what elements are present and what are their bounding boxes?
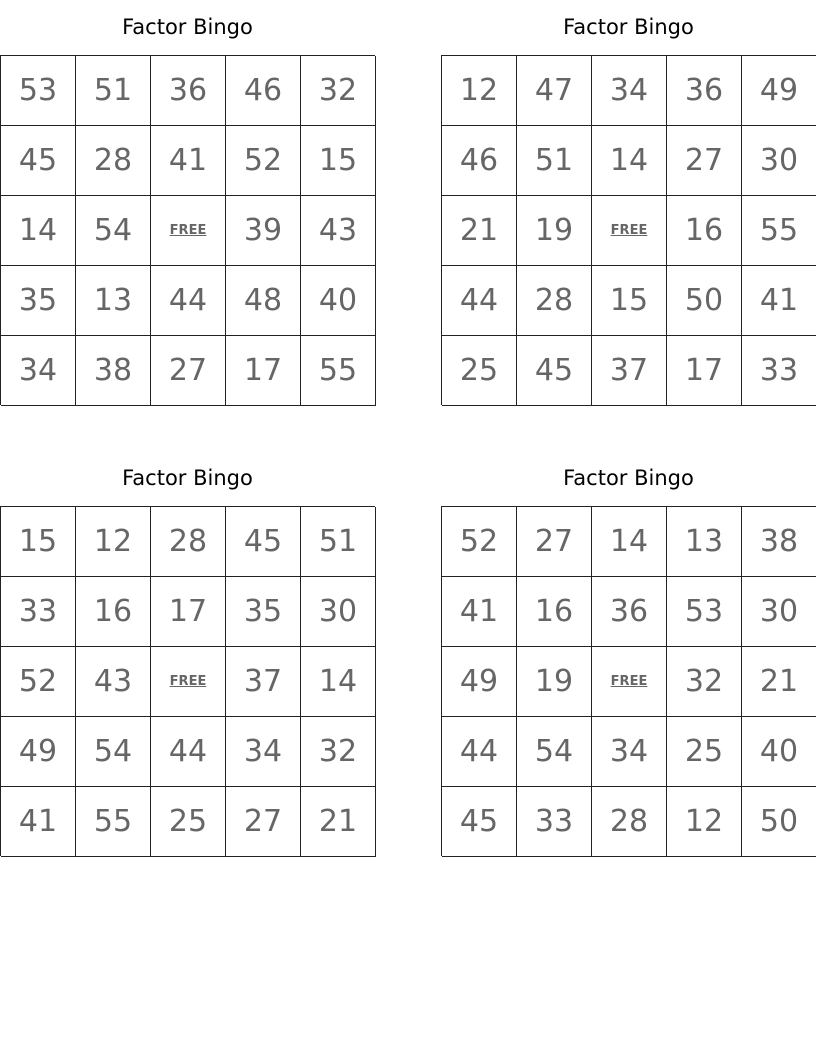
bingo-cell: 25 [667, 717, 742, 787]
bingo-cell: 33 [742, 336, 816, 406]
bingo-cell: 15 [301, 126, 376, 196]
bingo-cell: 41 [151, 126, 226, 196]
bingo-cell: 28 [151, 507, 226, 577]
bingo-cell: 28 [592, 787, 667, 857]
bingo-cell: 32 [301, 717, 376, 787]
bingo-cell: 47 [517, 56, 592, 126]
bingo-grid [441, 55, 816, 405]
bingo-cell: 50 [742, 787, 816, 857]
bingo-cell: 45 [517, 336, 592, 406]
bingo-card-2 [441, 0, 816, 405]
bingo-cell: 21 [742, 647, 816, 717]
bingo-cell: 38 [742, 507, 816, 577]
bingo-cell: 48 [226, 266, 301, 336]
bingo-grid [441, 506, 816, 856]
bingo-cell: 54 [517, 717, 592, 787]
bingo-cell: 34 [592, 717, 667, 787]
bingo-cell: 12 [76, 507, 151, 577]
bingo-cell: 51 [301, 507, 376, 577]
bingo-cell: 33 [1, 577, 76, 647]
bingo-cell: 46 [226, 56, 301, 126]
bingo-cell: 51 [517, 126, 592, 196]
bingo-card-1 [0, 0, 375, 405]
bingo-cell: 41 [442, 577, 517, 647]
bingo-cell: 34 [592, 56, 667, 126]
bingo-grid [0, 506, 375, 856]
bingo-cell: 35 [226, 577, 301, 647]
bingo-cell: 21 [442, 196, 517, 266]
bingo-cell: 16 [76, 577, 151, 647]
bingo-cell: 51 [76, 56, 151, 126]
bingo-cell: 16 [517, 577, 592, 647]
bingo-cell: 34 [1, 336, 76, 406]
bingo-cell: 14 [592, 507, 667, 577]
bingo-cell: 40 [301, 266, 376, 336]
bingo-cell: 49 [1, 717, 76, 787]
bingo-cell: 44 [151, 717, 226, 787]
bingo-cell: 12 [667, 787, 742, 857]
bingo-cell: 53 [667, 577, 742, 647]
card-title: Factor Bingo [563, 15, 694, 39]
bingo-cell: 17 [226, 336, 301, 406]
bingo-cell: 46 [442, 126, 517, 196]
card-title: Factor Bingo [122, 466, 253, 490]
bingo-cell: 55 [742, 196, 816, 266]
bingo-cell: 25 [151, 787, 226, 857]
bingo-cell: 34 [226, 717, 301, 787]
bingo-cell: 13 [76, 266, 151, 336]
bingo-cell: 49 [442, 647, 517, 717]
bingo-grid [0, 55, 375, 405]
bingo-cell: 21 [301, 787, 376, 857]
bingo-cell: 13 [667, 507, 742, 577]
bingo-cell: 52 [442, 507, 517, 577]
bingo-card-4 [441, 451, 816, 856]
bingo-cell: 37 [592, 336, 667, 406]
bingo-cell: 43 [76, 647, 151, 717]
bingo-cell: 14 [592, 126, 667, 196]
bingo-card-3 [0, 451, 375, 856]
bingo-cell: 45 [226, 507, 301, 577]
bingo-cell: 27 [226, 787, 301, 857]
bingo-cell: 41 [742, 266, 816, 336]
bingo-cell: 19 [517, 647, 592, 717]
free-space-cell: FREE [151, 647, 226, 717]
bingo-cell: 39 [226, 196, 301, 266]
bingo-cell: 54 [76, 717, 151, 787]
bingo-cell: 15 [592, 266, 667, 336]
bingo-cell: 45 [1, 126, 76, 196]
bingo-cell: 16 [667, 196, 742, 266]
bingo-cell: 36 [667, 56, 742, 126]
bingo-cell: 43 [301, 196, 376, 266]
free-space-cell: FREE [151, 196, 226, 266]
free-space-cell: FREE [592, 196, 667, 266]
bingo-cell: 28 [76, 126, 151, 196]
bingo-cell: 15 [1, 507, 76, 577]
bingo-cell: 27 [517, 507, 592, 577]
bingo-cell: 52 [1, 647, 76, 717]
bingo-cell: 30 [742, 577, 816, 647]
bingo-cell: 55 [76, 787, 151, 857]
bingo-cell: 19 [517, 196, 592, 266]
bingo-cell: 27 [667, 126, 742, 196]
bingo-cell: 36 [592, 577, 667, 647]
bingo-cell: 14 [301, 647, 376, 717]
bingo-cell: 49 [742, 56, 816, 126]
bingo-cell: 44 [442, 717, 517, 787]
bingo-cell: 17 [667, 336, 742, 406]
bingo-cell: 35 [1, 266, 76, 336]
bingo-cell: 30 [301, 577, 376, 647]
bingo-cell: 52 [226, 126, 301, 196]
bingo-cell: 44 [151, 266, 226, 336]
bingo-cell: 14 [1, 196, 76, 266]
bingo-cell: 27 [151, 336, 226, 406]
bingo-cell: 36 [151, 56, 226, 126]
bingo-cell: 45 [442, 787, 517, 857]
bingo-cell: 25 [442, 336, 517, 406]
bingo-cell: 40 [742, 717, 816, 787]
bingo-cell: 32 [301, 56, 376, 126]
bingo-cell: 50 [667, 266, 742, 336]
bingo-cell: 32 [667, 647, 742, 717]
bingo-cell: 53 [1, 56, 76, 126]
card-title: Factor Bingo [122, 15, 253, 39]
bingo-cell: 30 [742, 126, 816, 196]
free-space-cell: FREE [592, 647, 667, 717]
bingo-cell: 44 [442, 266, 517, 336]
bingo-cell: 17 [151, 577, 226, 647]
bingo-cell: 41 [1, 787, 76, 857]
bingo-cell: 37 [226, 647, 301, 717]
bingo-cell: 28 [517, 266, 592, 336]
bingo-cell: 55 [301, 336, 376, 406]
bingo-cell: 38 [76, 336, 151, 406]
bingo-cell: 33 [517, 787, 592, 857]
bingo-cell: 54 [76, 196, 151, 266]
bingo-cell: 12 [442, 56, 517, 126]
card-title: Factor Bingo [563, 466, 694, 490]
